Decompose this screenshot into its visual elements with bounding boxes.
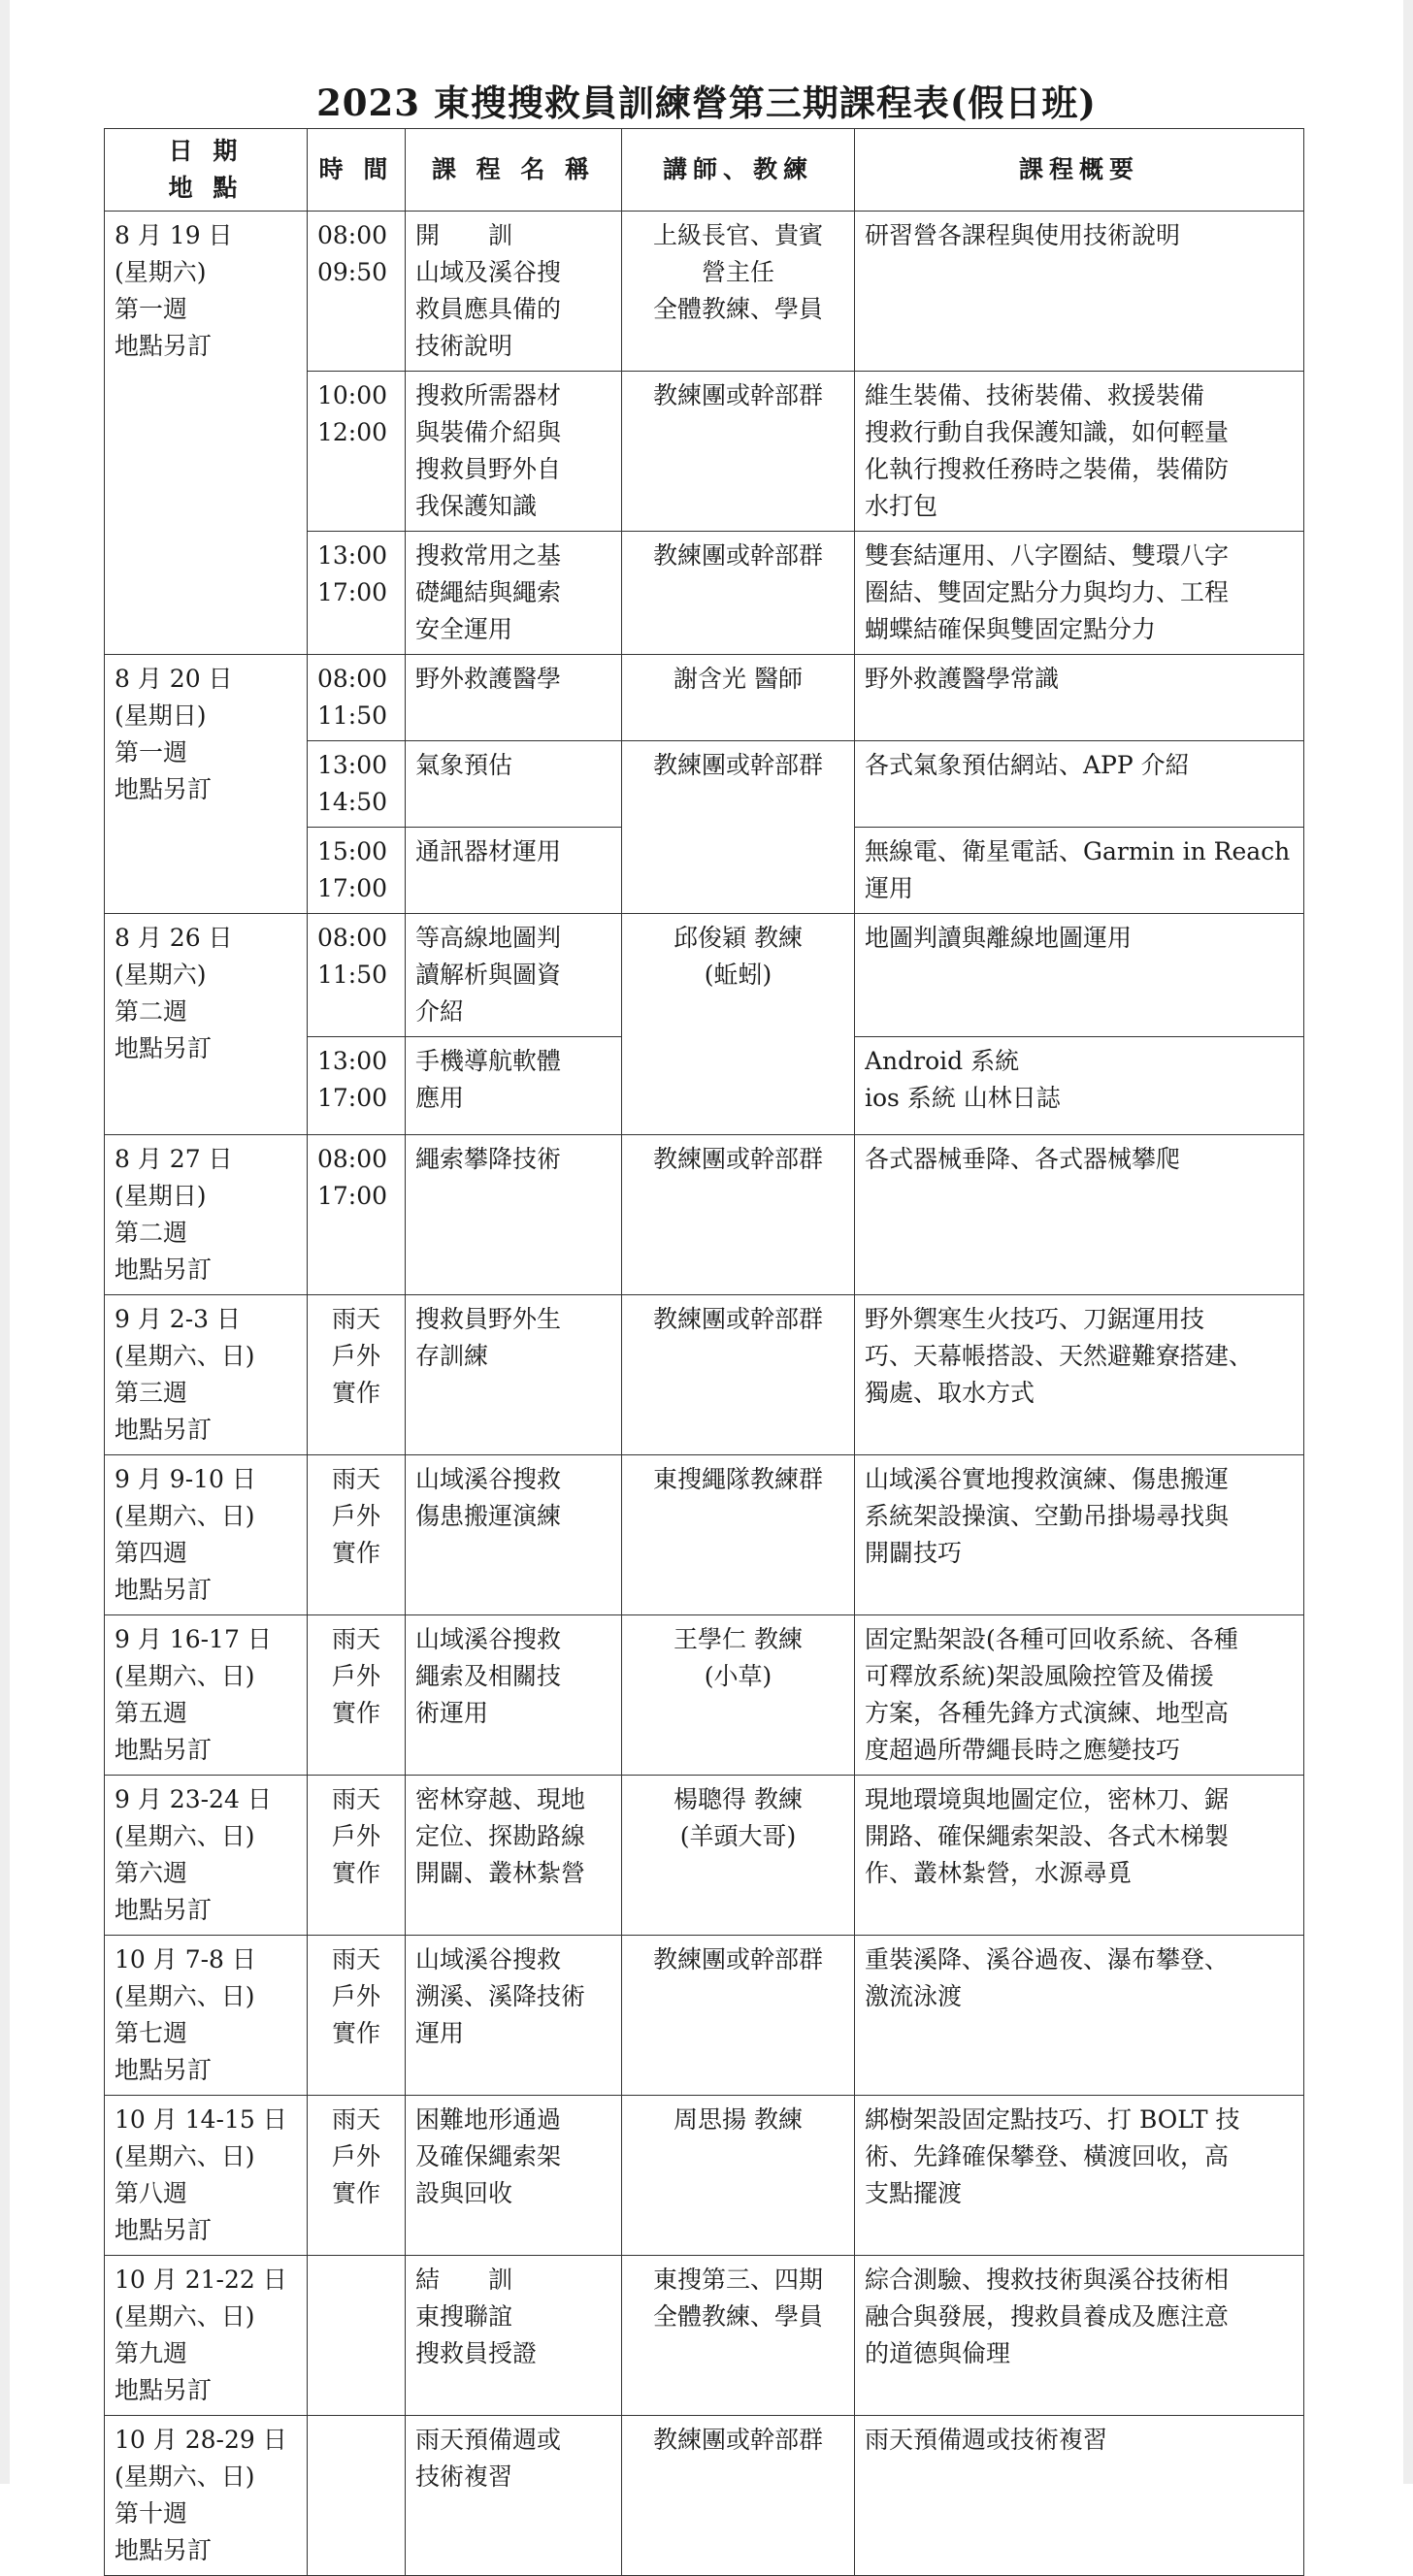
instructor-cell: 邱俊穎 教練 (蚯蚓) (622, 914, 855, 1135)
table-row (105, 1295, 1304, 1455)
summary-cell: 地圖判讀與離線地圖運用 (855, 914, 1304, 1037)
summary-cell: 研習營各課程與使用技術說明 (855, 212, 1304, 372)
time-cell: 13:00 17:00 (308, 1037, 406, 1135)
course-cell: 雨天預備週或 技術複習 (406, 2416, 622, 2576)
schedule-body (105, 212, 1304, 2576)
header-row (105, 129, 1304, 212)
summary-cell: 各式氣象預估網站、APP 介紹 (855, 741, 1304, 828)
summary-cell: 重裝溪降、溪谷過夜、瀑布攀登、 激流泳渡 (855, 1936, 1304, 2096)
summary-cell: 現地環境與地圖定位，密林刀、鋸 開路、確保繩索架設、各式木梯製 作、叢林紮營，水源尋覓 (855, 1776, 1304, 1936)
summary-cell: 野外禦寒生火技巧、刀鋸運用技 巧、天幕帳搭設、天然避難寮搭建、 獨處、取水方式 (855, 1295, 1304, 1455)
header-instructor: 講師、教練 (622, 129, 855, 212)
time-cell: 雨天 戶外 實作 (308, 1295, 406, 1455)
course-cell: 山域溪谷搜救 溯溪、溪降技術 運用 (406, 1936, 622, 2096)
course-cell: 密林穿越、現地 定位、探勘路線 開闢、叢林紮營 (406, 1776, 622, 1936)
page-edge-left (0, 0, 10, 2484)
instructor-cell: 東搜繩隊教練群 (622, 1455, 855, 1615)
header-course: 課 程 名 稱 (406, 129, 622, 212)
course-cell: 野外救護醫學 (406, 655, 622, 741)
table-row (105, 212, 1304, 372)
date-place-cell: 8 月 19 日 (星期六) 第一週 地點另訂 (105, 212, 308, 655)
header-summary: 課程概要 (855, 129, 1304, 212)
date-place-cell: 8 月 26 日 (星期六) 第二週 地點另訂 (105, 914, 308, 1135)
instructor-cell: 教練團或幹部群 (622, 2416, 855, 2576)
summary-cell: 固定點架設(各種可回收系統、各種 可釋放系統)架設風險控管及備援 方案，各種先鋒方式演練、地型高 度超過所帶繩長時之應變技巧 (855, 1615, 1304, 1776)
date-place-cell: 9 月 16-17 日 (星期六、日) 第五週 地點另訂 (105, 1615, 308, 1776)
page-edge-right (1403, 0, 1413, 2484)
time-cell: 雨天 戶外 實作 (308, 1455, 406, 1615)
time-cell: 08:00 11:50 (308, 655, 406, 741)
date-place-cell: 9 月 9-10 日 (星期六、日) 第四週 地點另訂 (105, 1455, 308, 1615)
instructor-cell: 教練團或幹部群 (622, 372, 855, 532)
date-place-cell: 8 月 20 日 (星期日) 第一週 地點另訂 (105, 655, 308, 914)
course-cell: 困難地形通過 及確保繩索架 設與回收 (406, 2096, 622, 2256)
time-cell: 13:00 17:00 (308, 532, 406, 655)
course-cell: 山域溪谷搜救 傷患搬運演練 (406, 1455, 622, 1615)
time-cell: 08:00 17:00 (308, 1135, 406, 1295)
header-time: 時 間 (308, 129, 406, 212)
course-cell: 氣象預估 (406, 741, 622, 828)
instructor-cell: 王學仁 教練 (小草) (622, 1615, 855, 1776)
summary-cell: 山域溪谷實地搜救演練、傷患搬運 系統架設操演、空勤吊掛場尋找與 開闢技巧 (855, 1455, 1304, 1615)
time-cell: 15:00 17:00 (308, 828, 406, 914)
date-place-cell: 10 月 14-15 日 (星期六、日) 第八週 地點另訂 (105, 2096, 308, 2256)
time-cell (308, 2416, 406, 2576)
time-cell (308, 2256, 406, 2416)
course-cell: 結 訓 東搜聯誼 搜救員授證 (406, 2256, 622, 2416)
instructor-cell: 教練團或幹部群 (622, 1135, 855, 1295)
date-place-cell: 10 月 21-22 日 (星期六、日) 第九週 地點另訂 (105, 2256, 308, 2416)
course-cell: 繩索攀降技術 (406, 1135, 622, 1295)
date-place-cell: 10 月 7-8 日 (星期六、日) 第七週 地點另訂 (105, 1936, 308, 2096)
instructor-cell: 教練團或幹部群 (622, 532, 855, 655)
course-cell: 手機導航軟體 應用 (406, 1037, 622, 1135)
summary-cell: 野外救護醫學常識 (855, 655, 1304, 741)
course-cell: 搜救所需器材 與裝備介紹與 搜救員野外自 我保護知識 (406, 372, 622, 532)
summary-cell: Android 系統 ios 系統 山林日誌 (855, 1037, 1304, 1135)
date-place-cell: 9 月 2-3 日 (星期六、日) 第三週 地點另訂 (105, 1295, 308, 1455)
instructor-cell: 教練團或幹部群 (622, 1936, 855, 2096)
course-cell: 搜救常用之基 礎繩結與繩索 安全運用 (406, 532, 622, 655)
instructor-cell: 上級長官、貴賓 營主任 全體教練、學員 (622, 212, 855, 372)
instructor-cell: 教練團或幹部群 (622, 1295, 855, 1455)
date-place-cell: 9 月 23-24 日 (星期六、日) 第六週 地點另訂 (105, 1776, 308, 1936)
table-row (105, 1615, 1304, 1776)
table-row (105, 655, 1304, 741)
table-row (105, 1936, 1304, 2096)
table-row (105, 1776, 1304, 1936)
course-cell: 搜救員野外生 存訓練 (406, 1295, 622, 1455)
summary-cell: 雙套結運用、八字圈結、雙環八字 圈結、雙固定點分力與均力、工程 蝴蝶結確保與雙固定點分力 (855, 532, 1304, 655)
time-cell: 08:00 09:50 (308, 212, 406, 372)
course-cell: 等高線地圖判 讀解析與圖資 介紹 (406, 914, 622, 1037)
time-cell: 雨天 戶外 實作 (308, 2096, 406, 2256)
summary-cell: 綜合測驗、搜救技術與溪谷技術相 融合與發展，搜救員養成及應注意 的道德與倫理 (855, 2256, 1304, 2416)
time-cell: 10:00 12:00 (308, 372, 406, 532)
instructor-cell: 楊聰得 教練 (羊頭大哥) (622, 1776, 855, 1936)
date-place-cell: 8 月 27 日 (星期日) 第二週 地點另訂 (105, 1135, 308, 1295)
instructor-cell: 周思揚 教練 (622, 2096, 855, 2256)
time-cell: 雨天 戶外 實作 (308, 1615, 406, 1776)
summary-cell: 無線電、衛星電話、Garmin in Reach 運用 (855, 828, 1304, 914)
table-row (105, 1135, 1304, 1295)
table-row (105, 2256, 1304, 2416)
header-date-place: 日 期 地 點 (105, 129, 308, 212)
summary-cell: 維生裝備、技術裝備、救援裝備 搜救行動自我保護知識，如何輕量 化執行搜救任務時之裝備，裝備防 水打包 (855, 372, 1304, 532)
table-row (105, 1455, 1304, 1615)
course-cell: 通訊器材運用 (406, 828, 622, 914)
time-cell: 雨天 戶外 實作 (308, 1776, 406, 1936)
course-cell: 山域溪谷搜救 繩索及相關技 術運用 (406, 1615, 622, 1776)
table-row (105, 2096, 1304, 2256)
date-place-cell: 10 月 28-29 日 (星期六、日) 第十週 地點另訂 (105, 2416, 308, 2576)
summary-cell: 綁樹架設固定點技巧、打 BOLT 技 術、先鋒確保攀登、橫渡回收，高 支點擺渡 (855, 2096, 1304, 2256)
time-cell: 08:00 11:50 (308, 914, 406, 1037)
instructor-cell: 謝含光 醫師 (622, 655, 855, 741)
time-cell: 13:00 14:50 (308, 741, 406, 828)
summary-cell: 各式器械垂降、各式器械攀爬 (855, 1135, 1304, 1295)
instructor-cell: 東搜第三、四期 全體教練、學員 (622, 2256, 855, 2416)
page-title: 2023 東搜搜救員訓練營第三期課程表(假日班) (316, 82, 1097, 124)
summary-cell: 雨天預備週或技術複習 (855, 2416, 1304, 2576)
course-cell: 開 訓 山域及溪谷搜 救員應具備的 技術說明 (406, 212, 622, 372)
table-row (105, 2416, 1304, 2576)
table-row (105, 914, 1304, 1037)
time-cell: 雨天 戶外 實作 (308, 1936, 406, 2096)
schedule-table (104, 128, 1304, 2576)
instructor-cell: 教練團或幹部群 (622, 741, 855, 914)
